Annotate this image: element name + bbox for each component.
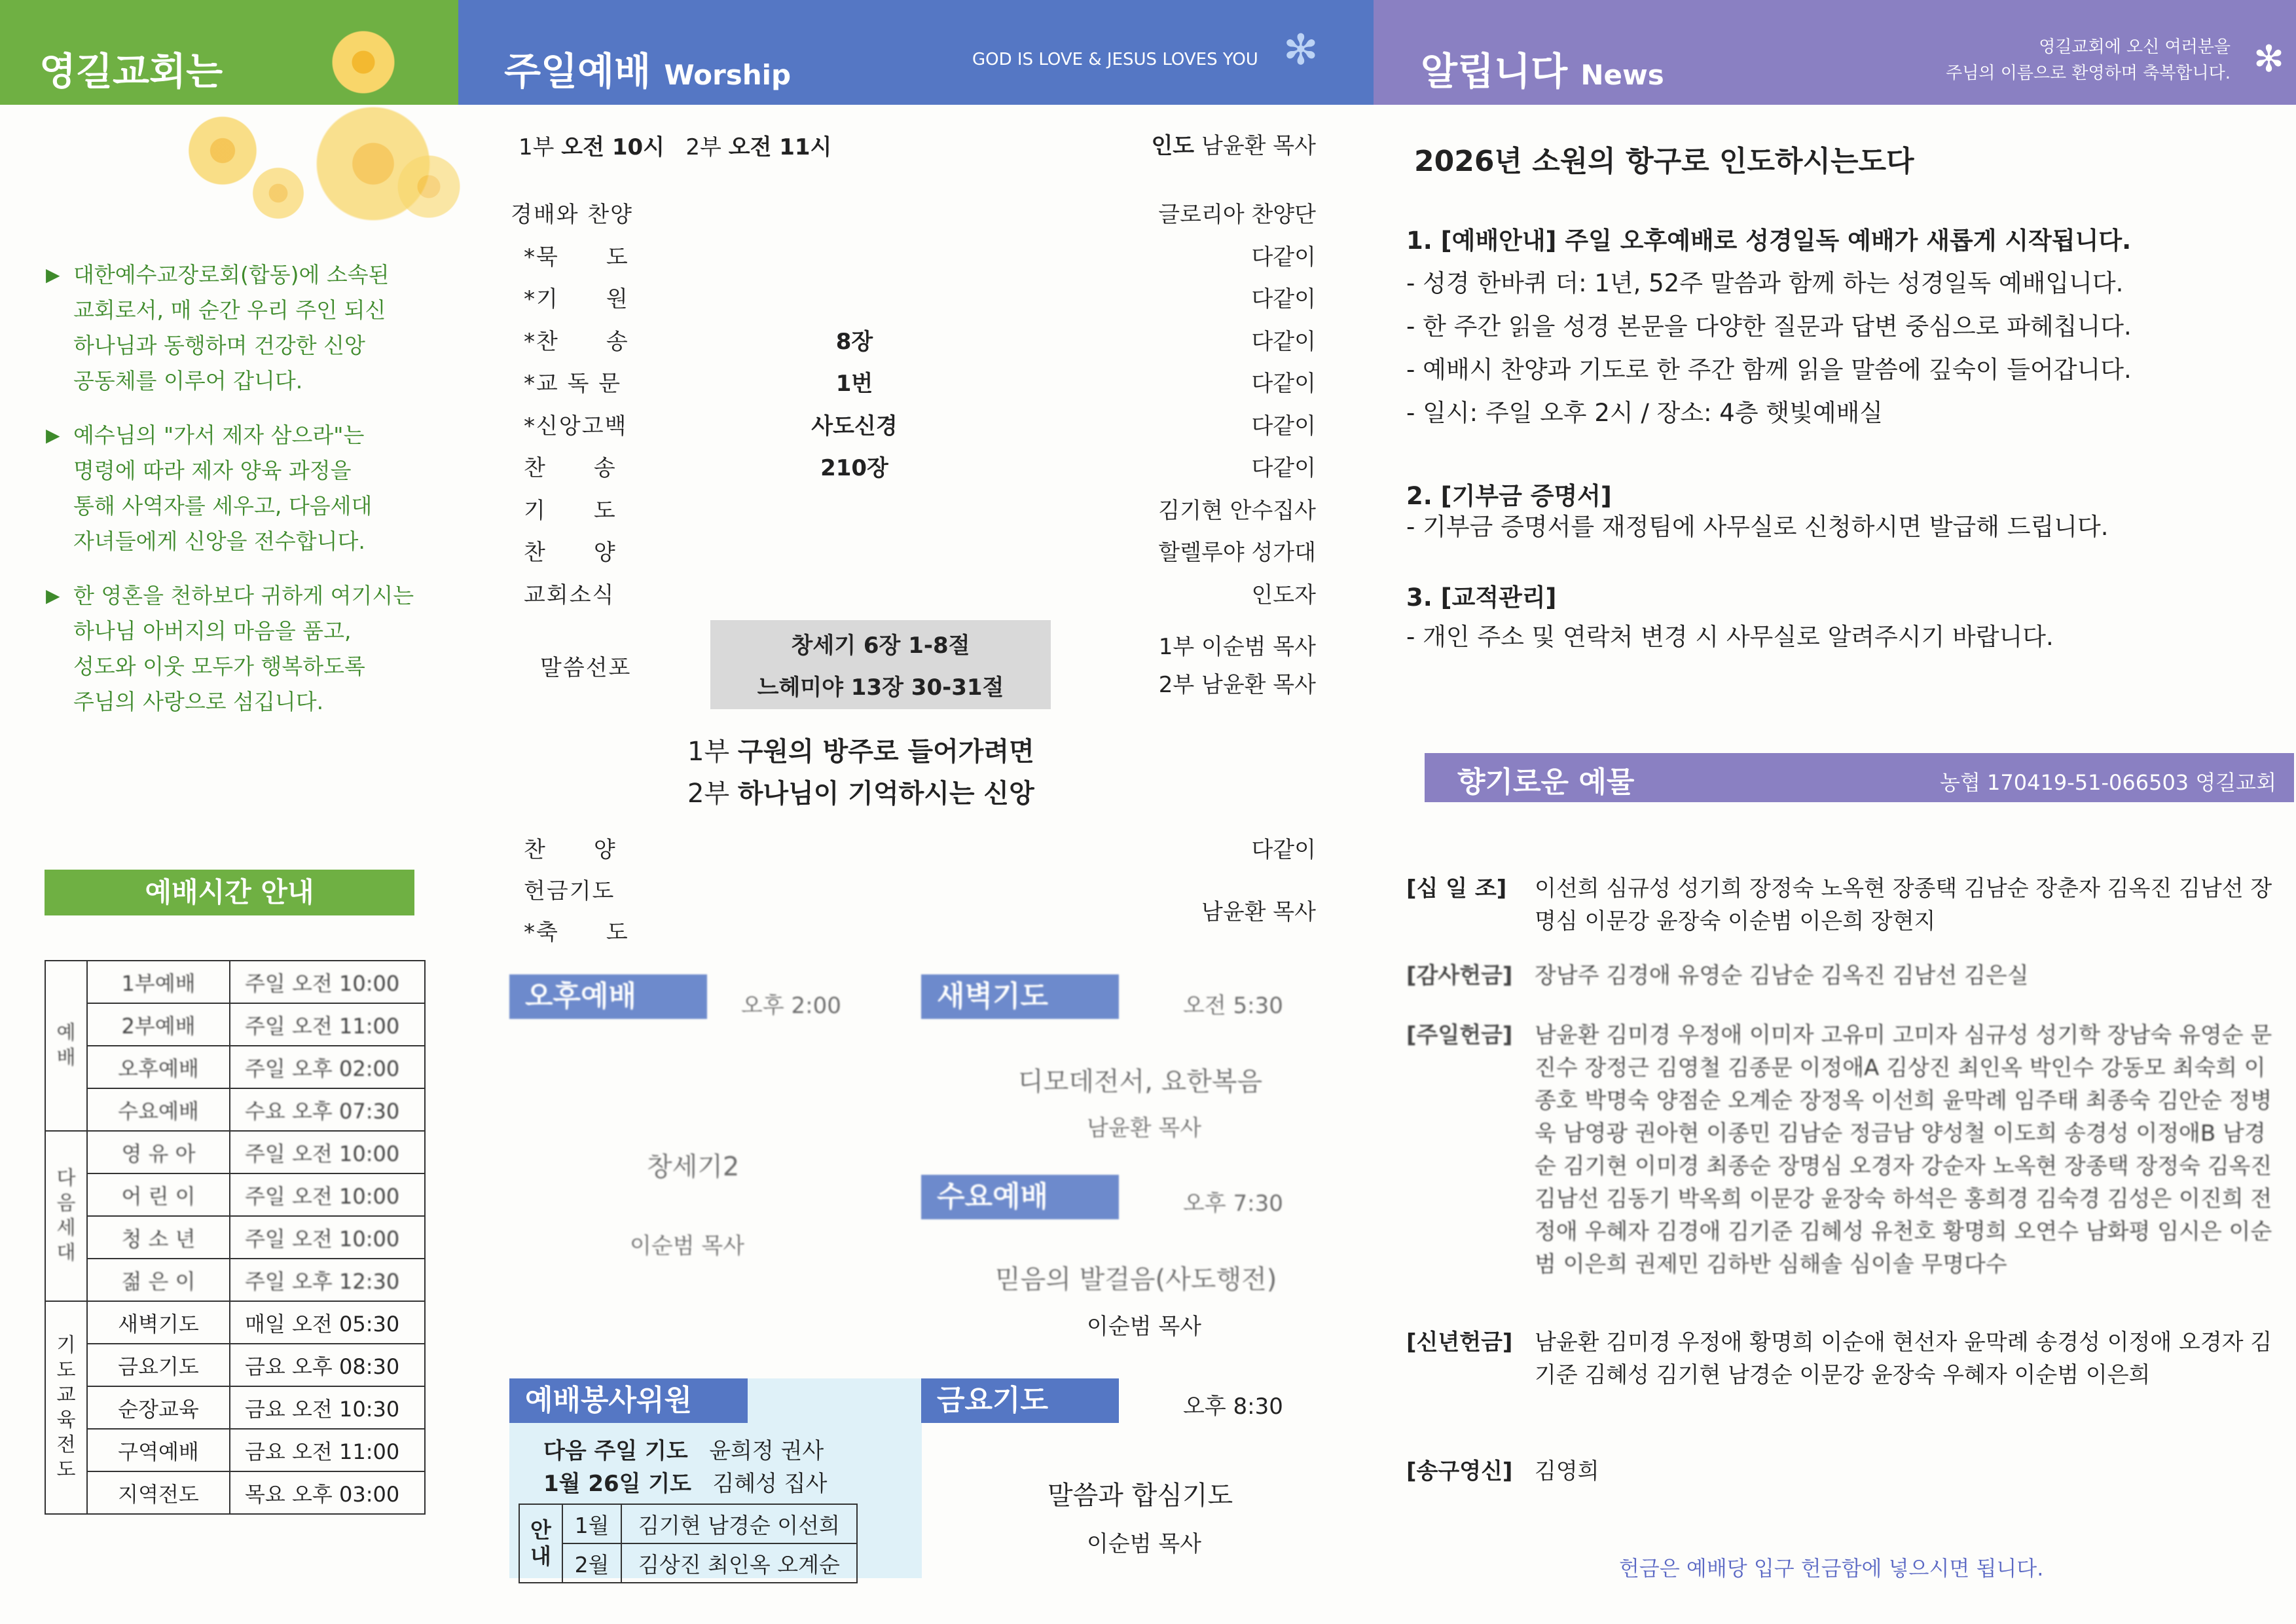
offering-names: 장남주 김경애 유영순 김남순 김옥진 김남선 김은실 — [1535, 963, 2029, 989]
intro-line: 주님의 사랑으로 섬깁니다. — [73, 689, 324, 714]
schedule-time: 주일 오전 10:00 — [230, 1173, 425, 1216]
order-label: 찬 송 — [524, 455, 617, 481]
order-label: *기 원 — [524, 286, 629, 312]
middle-header-title — [504, 41, 791, 96]
schedule-time: 주일 오후 12:30 — [230, 1259, 425, 1301]
order-right: 다같이 — [1251, 328, 1316, 355]
order-right: 다같이 — [1251, 837, 1316, 863]
intro-line: 예수님의 "가서 제자 삼으라"는 — [73, 422, 365, 448]
schedule-time: 금요 오전 10:30 — [230, 1386, 425, 1429]
wednesday-preacher: 이순범 목사 — [1087, 1314, 1202, 1340]
afternoon-preacher: 이순범 목사 — [630, 1233, 745, 1259]
item1-line: - 일시: 주일 오후 2시 / 장소: 4층 햇빛예배실 — [1406, 399, 1884, 427]
schedule-name: 어 린 이 — [87, 1173, 230, 1216]
order-label: 찬 양 — [524, 837, 617, 863]
order-right: 다같이 — [1251, 371, 1316, 397]
date-prayer: 1월 26일 기도 김혜성 집사 — [543, 1471, 828, 1497]
offering-category: [신년헌금] — [1406, 1329, 1513, 1356]
schedule-row — [45, 1046, 425, 1088]
intro-line: 성도와 이웃 모두가 행복하도록 — [73, 654, 365, 679]
order-right: 글로리아 찬양단 — [1158, 202, 1316, 228]
order-right: 김기현 안수집사 — [1158, 497, 1316, 524]
item2-line: - 기부금 증명서를 재정팀에 사무실로 신청하시면 발급해 드립니다. — [1406, 513, 2109, 541]
intro-paragraph — [47, 418, 372, 559]
triangle-right-icon: ▶ — [46, 264, 60, 286]
schedule-row — [45, 1471, 425, 1514]
offering-names: 김영희 — [1535, 1458, 1599, 1485]
committee-title: 예배봉사위원 — [509, 1378, 748, 1423]
preacher-1: 1부 이순범 목사 — [1158, 634, 1316, 660]
order-center: 1번 — [835, 371, 873, 397]
guide-names: 김기현 남경순 이선희 — [621, 1504, 857, 1543]
guide-table — [519, 1504, 858, 1583]
schedule-name: 순장교육 — [87, 1386, 230, 1429]
intro-line: 대한예수교장로회(합동)에 소속된 — [73, 262, 390, 287]
schedule-time: 주일 오전 11:00 — [230, 1003, 425, 1046]
dawn-title: 새벽기도 — [921, 974, 1119, 1019]
schedule-row — [45, 1088, 425, 1131]
schedule-group: 다 음 세 대 — [45, 1131, 87, 1301]
order-right: 다같이 — [1251, 455, 1316, 481]
schedule-time: 금요 오후 08:30 — [230, 1344, 425, 1386]
offering-category: [송구영신] — [1406, 1458, 1513, 1485]
order-center: 8장 — [835, 328, 873, 355]
schedule-table — [45, 960, 426, 1515]
wednesday-scripture: 믿음의 발걸음(사도행전) — [995, 1264, 1277, 1295]
right-panel — [1374, 0, 2296, 1624]
friday-time: 오후 8:30 — [1183, 1393, 1283, 1420]
intro-paragraph — [47, 257, 390, 399]
order-right: 인도자 — [1251, 581, 1316, 608]
intro-line: 공동체를 이루어 갑니다. — [73, 368, 303, 394]
order-label: *교 독 문 — [524, 371, 622, 397]
order-center: 사도신경 — [811, 413, 898, 439]
dawn-scripture: 디모데전서, 요한복음 — [1018, 1067, 1263, 1097]
schedule-row — [45, 961, 425, 1003]
item2-title: 2. [기부금 증명서] — [1406, 482, 1612, 510]
order-right: 할렐루야 성가대 — [1158, 540, 1316, 566]
intro-line: 교회로서, 매 순간 우리 주인 되신 — [73, 297, 386, 323]
schedule-time: 목요 오후 03:00 — [230, 1471, 425, 1514]
schedule-name: 새벽기도 — [87, 1301, 230, 1344]
leader: 인도 남윤환 목사 — [1151, 133, 1316, 159]
schedule-time: 매일 오전 05:30 — [230, 1301, 425, 1344]
order-label: *묵 도 — [524, 244, 629, 270]
schedule-name: 금요기도 — [87, 1344, 230, 1386]
flower-icon — [393, 151, 465, 223]
item3-title: 3. [교적관리] — [1406, 583, 1557, 612]
wednesday-time: 오후 7:30 — [1183, 1190, 1283, 1217]
schedule-name: 청 소 년 — [87, 1216, 230, 1259]
intro-line: 하나님 아버지의 마음을 품고, — [73, 618, 352, 644]
intro-line: 명령에 따라 제자 양육 과정을 — [73, 458, 352, 483]
schedule-row — [45, 1216, 425, 1259]
schedule-title: 예배시간 안내 — [45, 870, 414, 915]
schedule-name: 2부예배 — [87, 1003, 230, 1046]
flower-icon — [183, 111, 262, 190]
triangle-right-icon: ▶ — [46, 585, 60, 606]
flower-icon — [249, 164, 308, 223]
next-prayer: 다음 주일 기도 윤희정 권사 — [543, 1438, 824, 1464]
triangle-right-icon: ▶ — [46, 424, 60, 446]
dawn-preacher: 남윤환 목사 — [1087, 1115, 1202, 1141]
intro-line: 한 영혼을 천하보다 귀하게 여기시는 — [73, 583, 414, 608]
guide-names: 김상진 최인옥 오계순 — [621, 1543, 857, 1583]
schedule-row — [45, 1301, 425, 1344]
schedule-name: 지역전도 — [87, 1471, 230, 1514]
offering-category: [주일헌금] — [1406, 1022, 1513, 1048]
order-label: 기 도 — [524, 497, 617, 524]
friday-subject: 말씀과 합심기도 — [1048, 1481, 1233, 1511]
schedule-name: 1부예배 — [87, 961, 230, 1003]
item1-line: - 예배시 찬양과 기도로 한 주간 함께 읽을 말씀에 깊숙이 들어갑니다. — [1406, 356, 2132, 384]
order-right: 다같이 — [1251, 413, 1316, 439]
news-title: 알립니다 — [1421, 49, 1568, 94]
schedule-time: 주일 오전 10:00 — [230, 1131, 425, 1173]
sermon-label: 말씀선포 — [540, 655, 632, 681]
sermon-title-2: 2부 하나님이 기억하시는 신앙 — [687, 779, 1034, 809]
intro-line: 하나님과 동행하며 건강한 신앙 — [73, 333, 365, 358]
scripture-2: 느헤미야 13장 30-31절 — [757, 674, 1004, 701]
guide-row — [519, 1543, 857, 1583]
news-title-en: News — [1580, 59, 1664, 91]
order-label: *찬 송 — [524, 328, 629, 355]
friday-preacher: 이순범 목사 — [1087, 1531, 1202, 1557]
offering-title: 향기로운 예물 — [1457, 766, 1635, 799]
schedule-name: 구역예배 — [87, 1429, 230, 1471]
item1-lines — [1406, 262, 2132, 435]
order-label: *축 도 — [524, 919, 629, 946]
schedule-row — [45, 1173, 425, 1216]
guide-row — [519, 1504, 857, 1543]
left-panel — [0, 0, 458, 1624]
schedule-row — [45, 1386, 425, 1429]
offering-category: [십 일 조] — [1406, 876, 1507, 902]
preacher-2: 2부 남윤환 목사 — [1158, 672, 1316, 698]
item1-line: - 성경 한바퀴 더: 1년, 52주 말씀과 함께 하는 성경일독 예배입니다. — [1406, 269, 2124, 297]
order-label: 교회소식 — [524, 581, 615, 608]
left-header-title: 영길교회는 — [39, 49, 223, 94]
headline: 2026년 소원의 항구로 인도하시는도다 — [1414, 145, 1914, 178]
schedule-row — [45, 1003, 425, 1046]
intro-line: 자녀들에게 신앙을 전수합니다. — [73, 528, 365, 554]
flower-icon — [327, 26, 399, 98]
account: 농협 170419-51-066503 영길교회 — [1940, 770, 2276, 795]
intro-paragraph — [47, 578, 414, 720]
schedule-name: 오후예배 — [87, 1046, 230, 1088]
snowflake-icon: ✻ — [1283, 26, 1319, 75]
order-right: 남윤환 목사 — [1201, 899, 1316, 925]
schedule-row — [45, 1429, 425, 1471]
welcome-text: 영길교회에 오신 여러분을 주님의 이름으로 환영하며 축복합니다. — [1946, 37, 2231, 83]
order-label: 찬 양 — [524, 540, 617, 566]
guide-label: 안 내 — [519, 1504, 562, 1583]
schedule-time: 주일 오전 10:00 — [230, 1216, 425, 1259]
schedule-time: 금요 오전 11:00 — [230, 1429, 425, 1471]
middle-panel — [458, 0, 1374, 1624]
dawn-time: 오전 5:30 — [1183, 993, 1283, 1019]
schedule-name: 수요예배 — [87, 1088, 230, 1131]
schedule-name: 젊 은 이 — [87, 1259, 230, 1301]
schedule-time: 주일 오전 10:00 — [230, 961, 425, 1003]
guide-month: 1월 — [562, 1504, 621, 1543]
slogan: GOD IS LOVE & JESUS LOVES YOU — [972, 50, 1258, 69]
item1-title: 1. [예배안내] 주일 오후예배로 성경일독 예배가 새롭게 시작됩니다. — [1406, 227, 2132, 255]
schedule-row — [45, 1344, 425, 1386]
offering-names: 남윤환 김미경 우정애 이미자 고유미 고미자 심규성 성기학 장남숙 유영순 문진수 장정근 김영철 김종문 이정애A 김상진 최인옥 박인수 강동모 최숙희 이종호 박명숙 양점순 오계순 장정옥 이선희 윤막례 임주태 최종숙 김안순 정병욱 남영광 권아현 이종민 김남순 정금남 양성철 이도희 송경성 이정애B 남경순 김기현 이미경 최종순 장명심 오경자 강순자 노옥현 장종택 장정숙 김옥진 김남선 김동기 박옥희 이문강 윤장숙 하석은 홍희경 김숙경 김성은 이진희 전정애 우혜자 김경애 김기준 김혜성 유천호 황명희 오연수 남화평 임시은 이순범 이은희 권제민 김하반 심해솔 심이솔 무명다수 — [1535, 1022, 2272, 1278]
wednesday-title: 수요예배 — [921, 1175, 1119, 1219]
afternoon-title: 오후예배 — [509, 974, 707, 1019]
schedule-time: 수요 오후 07:30 — [230, 1088, 425, 1131]
offering-names: 이선희 심규성 성기희 장정숙 노옥현 장종택 김남순 장춘자 김옥진 김남선 장명심 이문강 윤장숙 이순범 이은희 장현지 — [1535, 876, 2272, 934]
offering-category: [감사헌금] — [1406, 963, 1513, 989]
snowflake-icon: ✻ — [2253, 38, 2284, 81]
order-label: 헌금기도 — [524, 878, 615, 904]
schedule-group: 예 배 — [45, 961, 87, 1131]
order-right: 다같이 — [1251, 244, 1316, 270]
friday-title: 금요기도 — [921, 1378, 1119, 1423]
schedule-name: 영 유 아 — [87, 1131, 230, 1173]
offering-names: 남윤환 김미경 우정애 황명희 이순애 현선자 윤막례 송경성 이정애 오경자 김기준 김혜성 김기현 남경순 이문강 윤장숙 우혜자 이순범 이은희 — [1535, 1329, 2272, 1388]
schedule-group: 기 도 교 육 전 도 — [45, 1301, 87, 1514]
right-header-title — [1421, 41, 1664, 96]
order-center: 210장 — [820, 455, 888, 481]
schedule-row — [45, 1259, 425, 1301]
scripture-1: 창세기 6장 1-8절 — [791, 633, 970, 659]
guide-month: 2월 — [562, 1543, 621, 1583]
worship-title: 주일예배 — [504, 49, 651, 94]
afternoon-time: 오후 2:00 — [741, 993, 841, 1019]
schedule-time: 주일 오후 02:00 — [230, 1046, 425, 1088]
order-label: *신앙고백 — [524, 413, 628, 439]
order-label: 경배와 찬양 — [511, 202, 634, 228]
service-times: 1부 오전 10시 2부 오전 11시 — [519, 134, 832, 160]
offering-footer: 헌금은 예배당 입구 헌금함에 넣으시면 됩니다. — [1619, 1556, 2044, 1581]
schedule-row — [45, 1131, 425, 1173]
item1-line: - 한 주간 읽을 성경 본문을 다양한 질문과 답변 중심으로 파헤칩니다. — [1406, 312, 2132, 341]
worship-title-en: Worship — [664, 59, 792, 91]
item3-line: - 개인 주소 및 연락처 변경 시 사무실로 알려주시기 바랍니다. — [1406, 623, 2054, 651]
sermon-title-1: 1부 구원의 방주로 들어가려면 — [687, 737, 1034, 767]
intro-line: 통해 사역자를 세우고, 다음세대 — [73, 493, 373, 519]
order-right: 다같이 — [1251, 286, 1316, 312]
afternoon-scripture: 창세기2 — [647, 1152, 740, 1182]
